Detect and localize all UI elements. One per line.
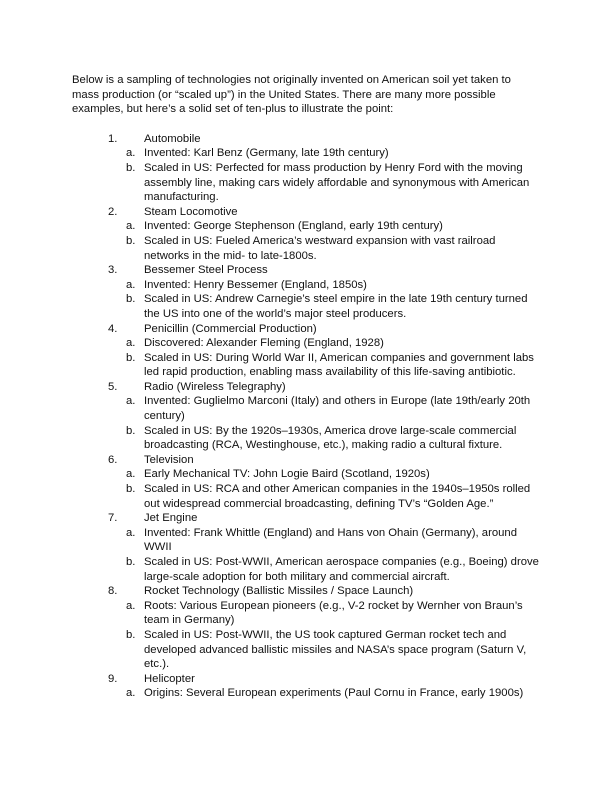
sub-list-letter: a. — [126, 278, 136, 291]
sub-list — [72, 599, 540, 672]
list-item-number: 9. — [108, 672, 118, 685]
sub-list-text: Invented: Guglielmo Marconi (Italy) and others in Europe (late 19th/early 20th century) — [144, 395, 531, 423]
list-item-heading — [72, 511, 540, 526]
sub-list-letter: a. — [126, 337, 136, 350]
sub-list-text: Scaled in US: Post-WWII, the US took captured German rocket tech and developed advanced ballistic missiles and NASA’s space program (Saturn V, etc.). — [144, 628, 527, 671]
list-item-heading — [72, 322, 540, 337]
sub-list-item — [72, 555, 540, 584]
sub-list-text: Early Mechanical TV: John Logie Baird (Scotland, 1920s) — [144, 468, 430, 481]
sub-list — [72, 278, 540, 322]
list-item — [72, 380, 540, 453]
list-item — [72, 322, 540, 380]
sub-list-letter: b. — [126, 556, 136, 568]
list-item-number: 5. — [108, 380, 118, 393]
sub-list-text: Invented: Henry Bessemer (England, 1850s) — [144, 278, 367, 291]
sub-list-letter: a. — [126, 526, 136, 539]
sub-list-letter: a. — [126, 599, 136, 612]
sub-list-item — [72, 686, 540, 701]
list-item-heading — [72, 380, 540, 395]
list-item-number: 2. — [108, 205, 118, 218]
list-item — [72, 511, 540, 584]
sub-list — [72, 686, 540, 701]
list-item-heading — [72, 263, 540, 278]
list-item-number: 1. — [108, 132, 118, 145]
list-item — [72, 205, 540, 263]
sub-list-text: Scaled in US: Post-WWII, American aerospace companies (e.g., Boeing) drove large-scale adoption for both military and commercial aircraft. — [144, 556, 539, 583]
sub-list-letter: a. — [126, 468, 136, 481]
list-item — [72, 263, 540, 321]
sub-list-item — [72, 292, 540, 321]
sub-list-text: Scaled in US: By the 1920s–1930s, America drove large-scale commercial broadcasting (RCA, Westinghouse, etc.), making radio a cultural fixture. — [144, 424, 517, 452]
sub-list — [72, 219, 540, 263]
sub-list-letter: a. — [126, 687, 136, 700]
sub-list-item — [72, 278, 540, 293]
sub-list-text: Invented: George Stephenson (England, early 19th century) — [144, 220, 443, 233]
list-item-heading — [72, 205, 540, 220]
sub-list-letter: a. — [126, 220, 136, 233]
list-item-title: Penicillin (Commercial Production) — [144, 322, 317, 335]
list-item-title: Bessemer Steel Process — [144, 264, 268, 277]
sub-list — [72, 336, 540, 380]
sub-list-letter: b. — [126, 161, 136, 174]
list-item-number: 8. — [108, 585, 118, 598]
sub-list-item — [72, 234, 540, 263]
list-item-heading — [72, 584, 540, 599]
sub-list-text: Origins: Several European experiments (Paul Cornu in France, early 1900s) — [144, 687, 524, 700]
sub-list-item — [72, 599, 540, 628]
sub-list — [72, 394, 540, 452]
sub-list-text: Scaled in US: Fueled America’s westward expansion with vast railroad networks in the mid- to late-1800s. — [144, 234, 496, 262]
sub-list-item — [72, 526, 540, 555]
list-item-title: Steam Locomotive — [144, 205, 238, 218]
list-item — [72, 132, 540, 205]
technology-list — [72, 132, 540, 701]
sub-list-text: Discovered: Alexander Fleming (England, 1928) — [144, 337, 384, 350]
sub-list-item — [72, 161, 540, 205]
list-item-title: Helicopter — [144, 672, 195, 685]
sub-list-letter: a. — [126, 147, 136, 160]
sub-list-letter: b. — [126, 234, 136, 247]
sub-list-letter: a. — [126, 395, 136, 408]
list-item-number: 6. — [108, 453, 118, 466]
sub-list-item — [72, 424, 540, 453]
list-item-heading — [72, 453, 540, 468]
sub-list-item — [72, 351, 540, 380]
sub-list-item — [72, 467, 540, 482]
list-item — [72, 672, 540, 701]
sub-list-text: Scaled in US: Andrew Carnegie’s steel empire in the late 19th century turned the US into one of the world’s major steel producers. — [144, 293, 528, 320]
list-item-number: 7. — [108, 512, 118, 525]
sub-list-text: Scaled in US: Perfected for mass production by Henry Ford with the moving assembly line, making cars widely affordable and synonymous with American manufacturing. — [144, 161, 530, 204]
sub-list — [72, 526, 540, 584]
sub-list-item — [72, 336, 540, 351]
sub-list-item — [72, 146, 540, 161]
list-item-number: 4. — [108, 322, 118, 335]
list-item — [72, 584, 540, 672]
sub-list-text: Roots: Various European pioneers (e.g., V-2 rocket by Wernher von Braun’s team in Germany) — [144, 599, 523, 627]
list-item-title: Jet Engine — [144, 512, 198, 525]
sub-list-text: Invented: Karl Benz (Germany, late 19th century) — [144, 147, 389, 160]
sub-list — [72, 146, 540, 204]
sub-list-text: Scaled in US: RCA and other American companies in the 1940s–1950s rolled out widespread commercial broadcasting, defining TV’s “Golden Age.” — [144, 483, 531, 510]
sub-list-item — [72, 219, 540, 234]
list-item-title: Rocket Technology (Ballistic Missiles / Space Launch) — [144, 585, 414, 598]
sub-list-letter: b. — [126, 424, 136, 437]
list-item — [72, 453, 540, 511]
sub-list-text: Invented: Frank Whittle (England) and Hans von Ohain (Germany), around WWII — [144, 526, 517, 554]
list-item-title: Television — [144, 453, 194, 466]
list-item-heading — [72, 132, 540, 147]
sub-list-letter: b. — [126, 351, 136, 364]
sub-list — [72, 467, 540, 511]
sub-list-text: Scaled in US: During World War II, American companies and government labs led rapid production, enabling mass availability of this life-saving antibiotic. — [144, 351, 534, 379]
list-item-number: 3. — [108, 264, 118, 277]
list-item-title: Radio (Wireless Telegraphy) — [144, 380, 286, 393]
list-item-heading — [72, 672, 540, 687]
document-page — [72, 73, 540, 701]
list-item-title: Automobile — [144, 132, 201, 145]
sub-list-item — [72, 482, 540, 511]
sub-list-item — [72, 394, 540, 423]
sub-list-item — [72, 628, 540, 672]
sub-list-letter: b. — [126, 293, 136, 306]
intro-paragraph: Below is a sampling of technologies not originally invented on American soil yet taken to mass production (or “scaled up”) in the United States. There are many more possible examples, but here’s a solid set of ten-plus to illustrate the point: — [72, 74, 511, 116]
sub-list-letter: b. — [126, 483, 136, 496]
sub-list-letter: b. — [126, 628, 136, 641]
